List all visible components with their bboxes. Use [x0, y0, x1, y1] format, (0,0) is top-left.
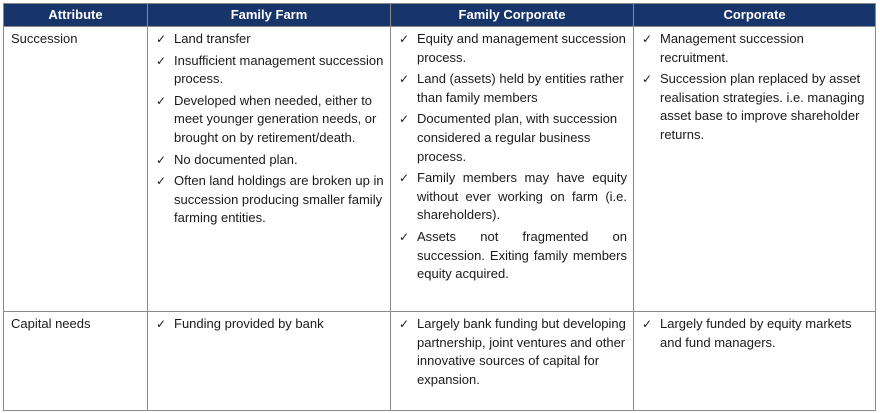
cell-corporate — [634, 312, 876, 411]
check-icon: ✓ — [156, 152, 167, 167]
row-attribute: Succession — [4, 27, 148, 312]
list-item: ✓ Largely funded by equity markets and fund managers. — [642, 316, 852, 350]
check-icon: ✓ — [156, 32, 167, 46]
check-icon: ✓ — [399, 171, 410, 186]
cell-family-corporate — [391, 312, 634, 411]
list-item: ✓ Land (assets) held by entities rather than family members — [399, 71, 624, 105]
check-icon: ✓ — [399, 229, 410, 244]
header-attribute: Attribute — [4, 4, 148, 27]
list-item: ✓ Assets not fragmented on succession. Exiting family members equity acquired. — [399, 228, 627, 282]
check-icon: ✓ — [642, 317, 653, 331]
list-item: ✓ Land transfer — [154, 30, 384, 49]
comparison-table — [3, 3, 876, 411]
check-icon: ✓ — [156, 174, 167, 189]
cell-family-corporate — [391, 27, 634, 312]
table-row-capital-needs — [4, 312, 876, 411]
list-item: ✓ Succession plan replaced by asset realisation strategies. i.e. managing asset base to improve shareholder returns. — [642, 71, 865, 142]
check-icon: ✓ — [156, 93, 167, 108]
header-family-farm: Family Farm — [148, 4, 391, 27]
table-row-succession — [4, 27, 876, 312]
cell-corporate — [634, 27, 876, 312]
check-icon: ✓ — [156, 53, 167, 68]
check-icon: ✓ — [399, 32, 410, 46]
list-item: ✓ Largely bank funding but developing partnership, joint ventures and other innovative sources of capital for expansion. — [399, 316, 626, 387]
tick-list — [640, 315, 869, 352]
list-item: ✓ Insufficient management succession process. — [156, 52, 384, 87]
check-icon: ✓ — [642, 72, 653, 87]
list-item: ✓ Management succession recruitment. — [642, 31, 804, 65]
tick-list — [154, 315, 384, 334]
check-icon: ✓ — [399, 112, 410, 127]
cell-family-farm — [148, 312, 391, 411]
list-item: ✓ Equity and management succession process. — [399, 31, 626, 65]
check-icon: ✓ — [642, 32, 653, 46]
list-item: ✓ Family members may have equity without ever working on farm (i.e. shareholders). — [399, 170, 627, 223]
tick-list — [397, 30, 627, 284]
list-item: ✓ Documented plan, with succession considered a regular business process. — [399, 111, 618, 164]
tick-list — [154, 30, 384, 228]
list-item: ✓ Developed when needed, either to meet younger generation needs, or brought on by retirement/death. — [156, 92, 377, 145]
cell-family-farm — [148, 27, 391, 312]
list-item: ✓ Often land holdings are broken up in succession producing smaller family farming entities. — [156, 173, 384, 226]
tick-list — [397, 315, 627, 389]
tick-list — [640, 30, 869, 145]
header-family-corporate: Family Corporate — [391, 4, 634, 27]
header-row — [4, 4, 876, 27]
check-icon: ✓ — [399, 317, 410, 331]
list-item: ✓ No documented plan. — [154, 151, 384, 170]
check-icon: ✓ — [156, 317, 167, 331]
check-icon: ✓ — [399, 72, 410, 87]
header-corporate: Corporate — [634, 4, 876, 27]
row-attribute: Capital needs — [4, 312, 148, 411]
list-item: ✓ Funding provided by bank — [154, 315, 384, 334]
